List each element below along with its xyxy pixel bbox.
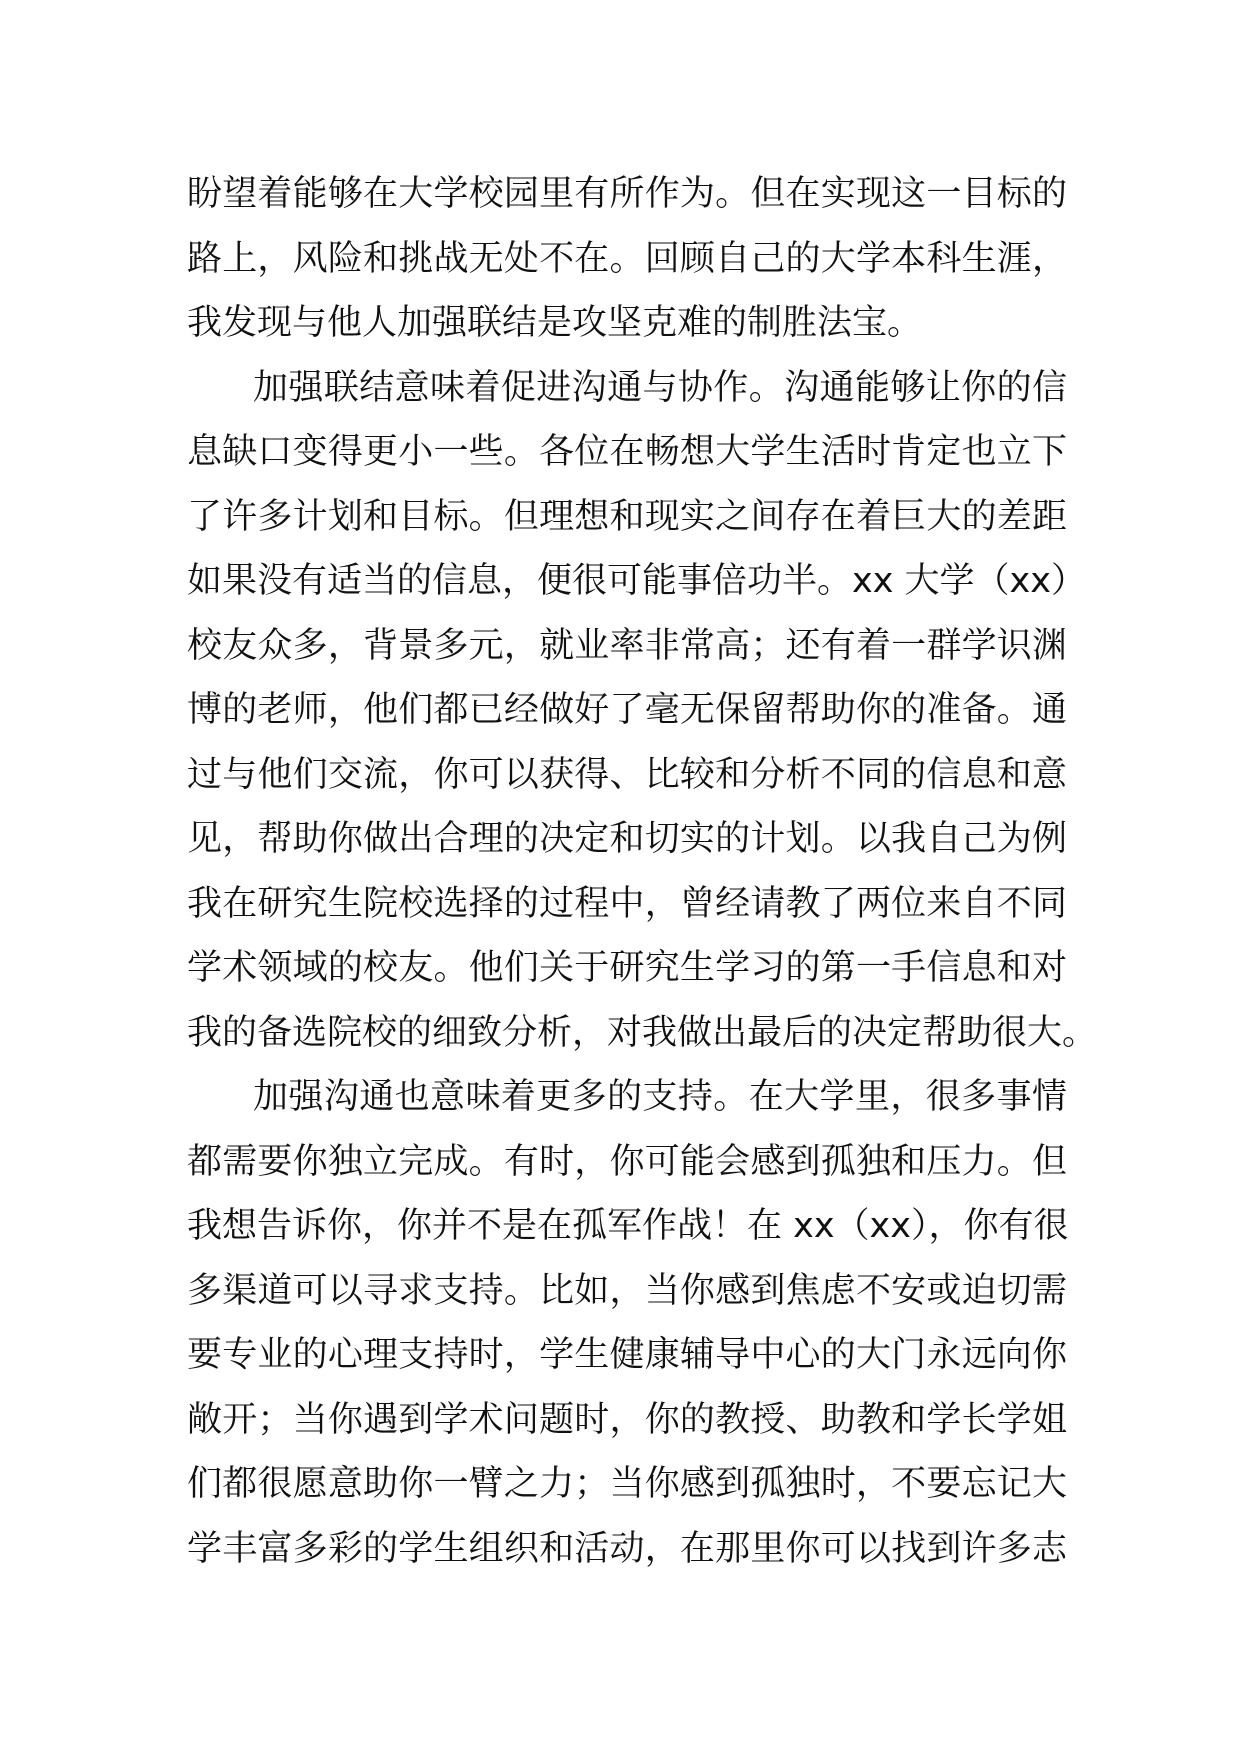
text-line: 我在研究生院校选择的过程中，曾经请教了两位来自不同	[187, 883, 1067, 924]
text-line: 都需要你独立完成。有时，你可能会感到孤独和压力。但	[187, 1141, 1067, 1182]
text-line: 加强联结意味着促进沟通与协作。沟通能够让你的信	[253, 367, 1067, 408]
body-text	[187, 162, 1098, 1581]
text-line: 校友众多，背景多元，就业率非常高；还有着一群学识渊	[187, 625, 1067, 666]
text-line: 博的老师，他们都已经做好了毫无保留帮助你的准备。通	[187, 690, 1067, 730]
text-line: 们都很愿意助你一臂之力；当你感到孤独时，不要忘记大	[187, 1464, 1067, 1504]
text-line: 学术领域的校友。他们关于研究生学习的第一手信息和对	[187, 948, 1067, 988]
text-line: 要专业的心理支持时，学生健康辅导中心的大门永远向你	[187, 1335, 1067, 1375]
text-line: 加强沟通也意味着更多的支持。在大学里，很多事情	[253, 1077, 1067, 1117]
text-line: 过与他们交流，你可以获得、比较和分析不同的信息和意	[187, 754, 1067, 795]
text-line: 敞开；当你遇到学术问题时，你的教授、助教和学长学姐	[187, 1399, 1067, 1440]
text-line: 我的备选院校的细致分析，对我做出最后的决定帮助很大。	[187, 1012, 1098, 1053]
text-line: 学丰富多彩的学生组织和活动，在那里你可以找到许多志	[187, 1528, 1067, 1569]
text-line: 我发现与他人加强联结是攻坚克难的制胜法宝。	[187, 303, 923, 343]
text-line: 息缺口变得更小一些。各位在畅想大学生活时肯定也立下	[187, 432, 1067, 472]
text-line: 多渠道可以寻求支持。比如，当你感到焦虑不安或迫切需	[187, 1270, 1067, 1311]
text-line: 了许多计划和目标。但理想和现实之间存在着巨大的差距	[187, 496, 1067, 537]
text-line: 我想告诉你，你并不是在孤军作战！在 xx（xx），你有很	[187, 1206, 1069, 1246]
text-line: 见，帮助你做出合理的决定和切实的计划。以我自己为例	[187, 819, 1067, 859]
text-line: 如果没有适当的信息，便很可能事倍功半。xx 大学（xx）	[187, 561, 1086, 601]
text-line: 路上，风险和挑战无处不在。回顾自己的大学本科生涯，	[187, 238, 1067, 279]
text-line: 盼望着能够在大学校园里有所作为。但在实现这一目标的	[187, 174, 1067, 214]
